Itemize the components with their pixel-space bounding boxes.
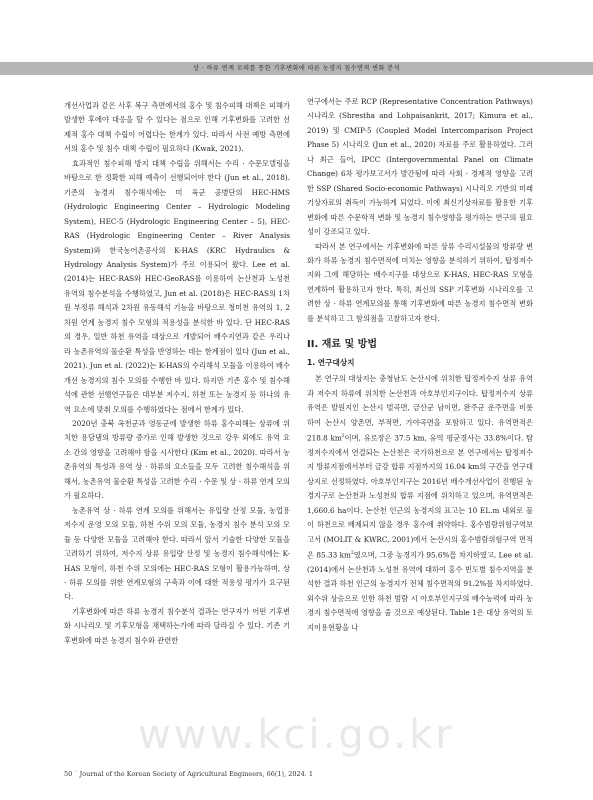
paragraph: 효과적인 침수피해 방지 대책 수립을 위해서는 수리 · 수문모델링을 바탕으로 한 정확한 피해 예측이 선행되어야 한다 (Jun et al., 2018). 기존의 농경지 침수해석에는 미 육군 공병단의 HEC-HMS (Hydrologic Engineering Center – Hydrologic Modeling System), HEC-5 (Hydrologic Engineering Center – 5), HEC-RAS (Hydrologic Engineering Center – River Analysis System)와 한국농어촌공사의 K-HAS (KRC Hydraulics & Hydrology Analysis System)가 주로 이용되어 왔다. Lee et al. (2014)는 HEC-RAS와 HEC-GeoRAS를 이용하여 논산천과 노성천 유역의 침수분석을 수행하였고, Jun et al. (2018)은 HEC-RAS의 1차원 부정류 해석과 2차원 유동해석 기능을 바탕으로 청미천 유역의 1, 2차원 연계 농경지 침수 모형의 적용성을 분석한 바 있다. 단 HEC-RAS의 경우, 일반 하천 유역을 대상으로 개발되어 배수지연과 같은 우리나라 농촌유역의 물순환 특성을 반영하는 데는 한계점이 있다 (Jun et al., 2021). Jun et al. (2022)는 K-HAS의 수리해석 모듈을 이용하여 배수개선 농경지의 침수 모의를 수행한 바 있다. 하지만 기존 홍수 및 침수해석에 관한 선행연구들은 대부분 저수지, 하천 또는 농경지 등 하나의 유역 요소에 맞춰 모의를 수행하였다는 점에서 한계가 있다.: [64, 158, 290, 414]
section-heading: II. 재료 및 방법: [307, 339, 377, 351]
paragraph: [307, 372, 533, 635]
paragraph: 개선사업과 같은 사후 복구 측면에서의 홍수 및 침수피해 대책은 피해가 발생한 후에야 대응을 할 수 있다는 점으로 인해 기후변화를 고려한 선제적 홍수 대책 수립이 어렵다는 한계가 있다. 따라서 사전 예방 측면에서의 홍수 및 침수 대책 수립이 필요하다 (Kwak, 2021).: [64, 101, 290, 154]
right-column: [307, 95, 533, 635]
superscript: 2: [341, 434, 345, 440]
paragraph: 연구에서는 주로 RCP (Representative Concentration Pathways) 시나리오 (Shrestha and Lohpaisankrit, 2017; Kimura et al., 2019) 및 CMIP-5 (Coupled Model Intercomparison Project Phase 5) 시나리오 (Jun et al., 2020) 자료를 주로 활용하였다. 그러나 최근 들어, IPCC (Intergovernmental Panel on Climate Change) 6차 평가보고서가 발간됨에 따라 사회 · 경제적 영향을 고려한 SSP (Shared Socio-economic Pathways) 시나리오 기반의 미래기상자료의 취득이 가능하게 되었다. 이에 최신기상자료를 활용한 기후변화에 따른 수문학적 변화 및 농경지 침수영향을 평가하는 연구의 필요성이 강조되고 있다.: [307, 97, 533, 237]
superscript: 2: [350, 551, 354, 557]
page-footer: 50 ˙ Journal of the Korean Society of Agricultural Engineers, 66(1), 2024. 1: [64, 770, 314, 778]
study-area-text-3: 였으며, 그중 농경지가 95.6%를 차지하였고, Lee et al. (2014)에서 논산천과 노성천 유역에 대하여 홍수 빈도별 침수지역을 분석한 결과 하천 인근의 농경지가 전체 침수면적의 91.2%를 차지하였다. 외수위 상승으로 인한 하천 범람 시 아호부인지구의 배수능력에 따라 농경지 침수면적에 영향을 줄 것으로 예상된다. Table 1은 대상 유역의 토지이용현황을 나: [307, 550, 533, 632]
paragraph: 따라서 본 연구에서는 기후변화에 따른 상류 수리시설물의 방류량 변화가 하류 농경지 침수면적에 미치는 영향을 분석하기 위하여, 탑정저수지와 그에 해당하는 배수지구를 대상으로 K-HAS, HEC-RAS 모형을 연계하여 활용하고자 한다. 특히, 최신의 SSP 기후변화 시나리오를 고려한 상 · 하류 연계모의를 통해 기후변화에 따른 농경지 침수면적 변화를 분석하고 그 함의점을 고찰하고자 한다.: [307, 241, 533, 323]
study-area-text-1: 본 연구의 대상지는 충청남도 논산시에 위치한 탑정저수지 상류 유역과 저수지 하류에 위치한 논산천과 아호부인지구이다. 탑정저수지 상류 유역은 발원지인 논산시 벌곡면, 금산군 남이면, 완주군 운주면을 비롯하여 논산시 양촌면, 부적면, 가야곡면을 포함하고 있다. 유역면적은 218.8 km: [307, 374, 533, 443]
paragraph: 농촌유역 상 · 하류 연계 모의를 위해서는 유입량 산정 모듈, 농업용 저수지 운영 모의 모듈, 하천 수위 모의 모듈, 농경지 침수 분석 모의 모듈 등 다양한 모듈을 고려해야 한다. 따라서 앞서 기술한 다양한 모듈을 고려하기 위하여, 저수지 상류 유입량 산정 및 농경지 침수해석에는 K-HAS 모형이, 하천 수위 모의에는 HEC-RAS 모형이 활용가능하며, 상 · 하류 모의를 위한 연계모형의 구축과 이에 대한 적용성 평가가 요구된다.: [64, 505, 290, 602]
left-column: [64, 99, 290, 648]
running-title: 상 · 하류 연계 모의를 통한 기후변화에 따른 농경지 침수면적 변화 분석: [193, 65, 400, 72]
subsection-heading: 1. 연구대상지: [307, 358, 355, 368]
study-area-text-2: 이며, 유로장은 37.5 km, 유역 평균경사는 33.8%이다. 탑정저수지에서 연결되는 논산천은 국가하천으로 본 연구에서는 탑정저수지 방류지점에서부터 금강 합류 지점까지의 16.04 km의 구간을 연구대상지로 선정하였다. 아호부인지구는 2016년 배수개선사업이 진행된 농경지구로 논산천과 노성천의 합류 지점에 위치하고 있으며, 유역면적은 1,660.6 ha이다. 논산천 인근의 농경지의 표고는 10 EL.m 내외로 물이 하천으로 배제되지 않을 경우 홍수에 취약하다. 홍수범람위험구역보고서 (MOLIT & KWRC, 2001)에서 논산시의 홍수범람위험구역 면적은 85.33 km: [307, 433, 533, 560]
watermark: www.kci.go.kr: [138, 712, 455, 758]
paragraph: 기후변화에 따른 하류 농경지 침수분석 결과는 연구자가 어떤 기후변화 시나리오 및 기후모형을 채택하는가에 따라 달라질 수 있다. 기존 기후변화에 따른 농경지 침수와 관련한: [64, 606, 290, 645]
paragraph: 2020년 충북 옥천군과 영동군에 발생한 하류 홍수피해는 상류에 위치한 용담댐의 방류량 증가로 인해 발생한 것으로 강우 외에도 유역 요소 간의 영향을 고려해야 함을 시사한다 (Kim et al., 2020). 따라서 농촌유역의 특성과 유역 상 · 하류의 요소들을 모두 고려한 침수해석을 위해서, 농촌유역 물순환 특성을 고려한 수리 · 수문 및 상 · 하류 연계 모의가 필요하다.: [64, 418, 290, 501]
